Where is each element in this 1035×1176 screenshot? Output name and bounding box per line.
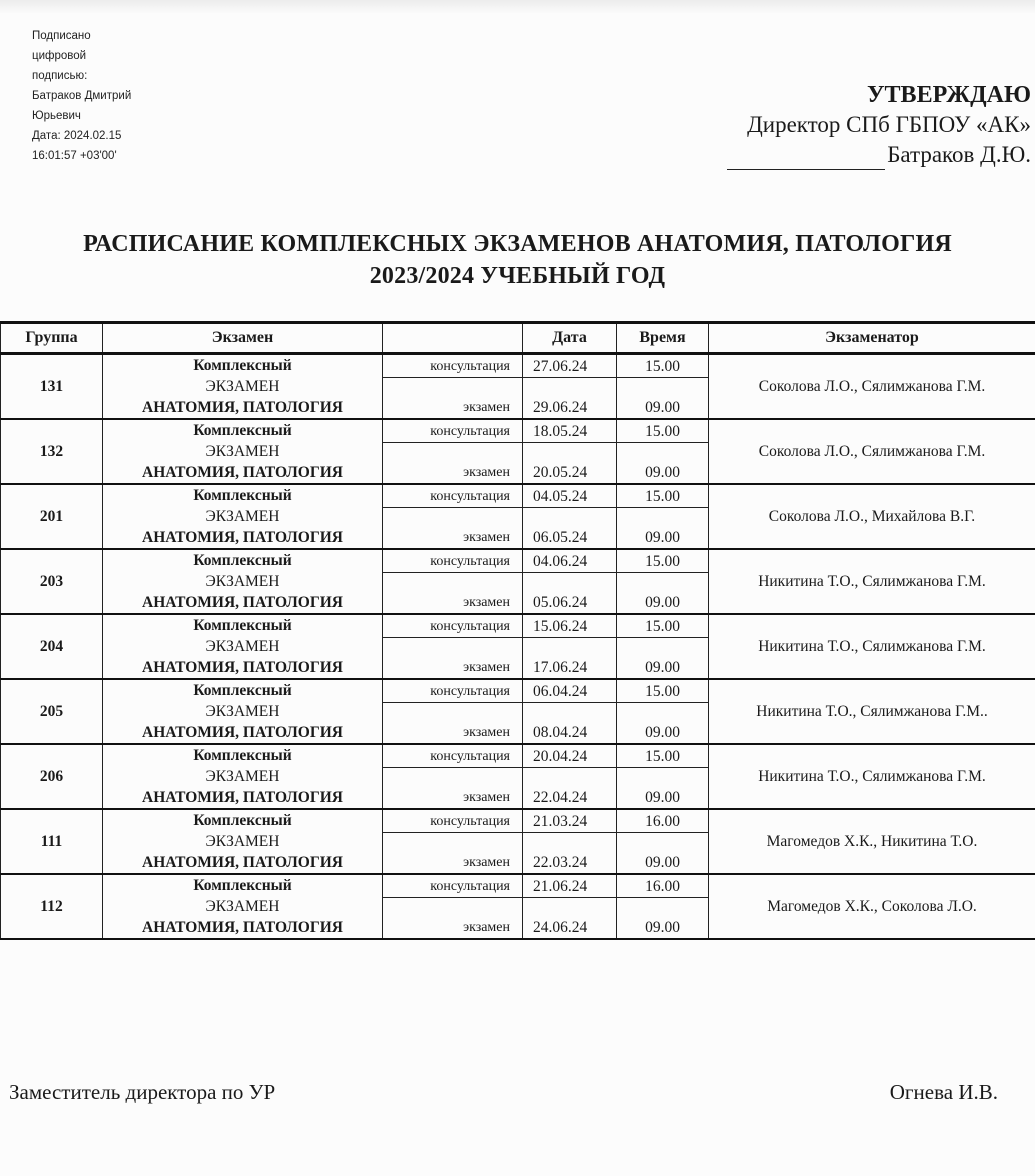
exam-type: Комплексный xyxy=(193,552,292,569)
approval-title: УТВЕРЖДАЮ xyxy=(866,82,1031,108)
exam-date: 05.06.24 xyxy=(523,573,617,615)
group-number: 203 xyxy=(1,549,103,614)
exam-word: ЭКЗАМЕН xyxy=(205,833,280,850)
examiner: Никитина Т.О., Сялимжанова Г.М. xyxy=(709,614,1035,679)
exam-date: 22.04.24 xyxy=(523,768,617,810)
exam-label: экзамен xyxy=(383,638,523,680)
exam-time: 09.00 xyxy=(617,443,709,485)
table-row xyxy=(1,744,1035,768)
consultation-label: консультация xyxy=(383,809,523,833)
signature-line: 16:01:57 +03'00' xyxy=(32,150,117,162)
group-number: 204 xyxy=(1,614,103,679)
exam-name xyxy=(103,484,383,549)
exam-type: Комплексный xyxy=(193,357,292,374)
examiner: Никитина Т.О., Сялимжанова Г.М. xyxy=(709,549,1035,614)
consultation-label: консультация xyxy=(383,549,523,573)
header-group: Группа xyxy=(1,323,103,354)
group-number: 206 xyxy=(1,744,103,809)
exam-word: ЭКЗАМЕН xyxy=(205,573,280,590)
group-number: 112 xyxy=(1,874,103,939)
header-exam: Экзамен xyxy=(103,323,383,354)
table-row xyxy=(1,354,1035,378)
table-header-row xyxy=(1,323,1035,354)
signature-line: цифровой xyxy=(32,50,87,62)
exam-subjects: АНАТОМИЯ, ПАТОЛОГИЯ xyxy=(142,529,343,546)
exam-date: 29.06.24 xyxy=(523,378,617,420)
consultation-label: консультация xyxy=(383,744,523,768)
group-number: 111 xyxy=(1,809,103,874)
exam-time: 09.00 xyxy=(617,768,709,810)
header-examiner: Экзаменатор xyxy=(709,323,1035,354)
consultation-label: консультация xyxy=(383,679,523,703)
exam-name xyxy=(103,809,383,874)
examiner: Соколова Л.О., Михайлова В.Г. xyxy=(709,484,1035,549)
signature-line: Дата: 2024.02.15 xyxy=(32,130,122,142)
exam-name xyxy=(103,679,383,744)
consultation-date: 04.06.24 xyxy=(523,549,617,573)
consultation-date: 27.06.24 xyxy=(523,354,617,378)
exam-word: ЭКЗАМЕН xyxy=(205,638,280,655)
exam-type: Комплексный xyxy=(193,487,292,504)
consultation-time: 16.00 xyxy=(617,874,709,898)
consultation-label: консультация xyxy=(383,614,523,638)
exam-date: 22.03.24 xyxy=(523,833,617,875)
consultation-date: 21.03.24 xyxy=(523,809,617,833)
consultation-time: 15.00 xyxy=(617,419,709,443)
exam-label: экзамен xyxy=(383,768,523,810)
table-row xyxy=(1,484,1035,508)
group-number: 132 xyxy=(1,419,103,484)
approval-name: Батраков Д.Ю. xyxy=(887,142,1031,167)
consultation-date: 20.04.24 xyxy=(523,744,617,768)
examiner: Соколова Л.О., Сялимжанова Г.М. xyxy=(709,419,1035,484)
consultation-date: 04.05.24 xyxy=(523,484,617,508)
approval-signature-line xyxy=(727,140,1031,170)
exam-word: ЭКЗАМЕН xyxy=(205,508,280,525)
consultation-time: 16.00 xyxy=(617,809,709,833)
examiner: Соколова Л.О., Сялимжанова Г.М. xyxy=(709,354,1035,420)
digital-signature-block xyxy=(32,26,131,166)
exam-subjects: АНАТОМИЯ, ПАТОЛОГИЯ xyxy=(142,724,343,741)
exam-schedule-table xyxy=(0,321,1035,940)
consultation-time: 15.00 xyxy=(617,614,709,638)
exam-time: 09.00 xyxy=(617,898,709,940)
consultation-label: консультация xyxy=(383,354,523,378)
exam-time: 09.00 xyxy=(617,703,709,745)
exam-subjects: АНАТОМИЯ, ПАТОЛОГИЯ xyxy=(142,399,343,416)
signature-underline xyxy=(727,147,885,170)
exam-type: Комплексный xyxy=(193,617,292,634)
exam-word: ЭКЗАМЕН xyxy=(205,703,280,720)
signature-line: Подписано xyxy=(32,30,91,42)
header-kind xyxy=(383,323,523,354)
exam-type: Комплексный xyxy=(193,422,292,439)
deputy-director-name: Огнева И.В. xyxy=(889,1080,998,1104)
consultation-label: консультация xyxy=(383,874,523,898)
table-row xyxy=(1,614,1035,638)
signature-line: Юрьевич xyxy=(32,110,81,122)
approval-block xyxy=(727,80,1031,170)
exam-label: экзамен xyxy=(383,833,523,875)
exam-name xyxy=(103,419,383,484)
examiner: Никитина Т.О., Сялимжанова Г.М.. xyxy=(709,679,1035,744)
exam-word: ЭКЗАМЕН xyxy=(205,768,280,785)
header-time: Время xyxy=(617,323,709,354)
exam-label: экзамен xyxy=(383,508,523,550)
table-row xyxy=(1,679,1035,703)
exam-word: ЭКЗАМЕН xyxy=(205,898,280,915)
exam-type: Комплексный xyxy=(193,812,292,829)
exam-date: 08.04.24 xyxy=(523,703,617,745)
exam-name xyxy=(103,549,383,614)
exam-subjects: АНАТОМИЯ, ПАТОЛОГИЯ xyxy=(142,594,343,611)
exam-type: Комплексный xyxy=(193,747,292,764)
exam-date: 06.05.24 xyxy=(523,508,617,550)
approval-position: Директор СПб ГБПОУ «АК» xyxy=(747,112,1031,137)
consultation-date: 21.06.24 xyxy=(523,874,617,898)
exam-word: ЭКЗАМЕН xyxy=(205,443,280,460)
exam-name xyxy=(103,744,383,809)
consultation-time: 15.00 xyxy=(617,679,709,703)
table-body xyxy=(1,354,1035,940)
exam-type: Комплексный xyxy=(193,682,292,699)
exam-label: экзамен xyxy=(383,703,523,745)
consultation-label: консультация xyxy=(383,419,523,443)
exam-date: 24.06.24 xyxy=(523,898,617,940)
consultation-time: 15.00 xyxy=(617,549,709,573)
group-number: 201 xyxy=(1,484,103,549)
table-row xyxy=(1,549,1035,573)
exam-time: 09.00 xyxy=(617,508,709,550)
exam-name xyxy=(103,614,383,679)
table-row xyxy=(1,809,1035,833)
consultation-date: 15.06.24 xyxy=(523,614,617,638)
title-line-1: РАСПИСАНИЕ КОМПЛЕКСНЫХ ЭКЗАМЕНОВ АНАТОМИЯ, ПАТОЛОГИЯ xyxy=(83,231,952,257)
exam-word: ЭКЗАМЕН xyxy=(205,378,280,395)
exam-date: 20.05.24 xyxy=(523,443,617,485)
group-number: 131 xyxy=(1,354,103,420)
page-top-shadow xyxy=(0,0,1035,14)
consultation-label: консультация xyxy=(383,484,523,508)
exam-time: 09.00 xyxy=(617,638,709,680)
exam-time: 09.00 xyxy=(617,378,709,420)
exam-subjects: АНАТОМИЯ, ПАТОЛОГИЯ xyxy=(142,464,343,481)
consultation-date: 18.05.24 xyxy=(523,419,617,443)
exam-subjects: АНАТОМИЯ, ПАТОЛОГИЯ xyxy=(142,919,343,936)
exam-label: экзамен xyxy=(383,573,523,615)
table-row xyxy=(1,874,1035,898)
document-title xyxy=(0,228,1035,292)
exam-time: 09.00 xyxy=(617,573,709,615)
examiner: Магомедов Х.К., Соколова Л.О. xyxy=(709,874,1035,939)
exam-subjects: АНАТОМИЯ, ПАТОЛОГИЯ xyxy=(142,789,343,806)
exam-label: экзамен xyxy=(383,898,523,940)
consultation-date: 06.04.24 xyxy=(523,679,617,703)
examiner: Магомедов Х.К., Никитина Т.О. xyxy=(709,809,1035,874)
consultation-time: 15.00 xyxy=(617,484,709,508)
group-number: 205 xyxy=(1,679,103,744)
consultation-time: 15.00 xyxy=(617,354,709,378)
exam-type: Комплексный xyxy=(193,877,292,894)
exam-name xyxy=(103,874,383,939)
deputy-director-label: Заместитель директора по УР xyxy=(9,1080,276,1104)
examiner: Никитина Т.О., Сялимжанова Г.М. xyxy=(709,744,1035,809)
exam-name xyxy=(103,354,383,420)
table-row xyxy=(1,419,1035,443)
exam-label: экзамен xyxy=(383,443,523,485)
header-date: Дата xyxy=(523,323,617,354)
consultation-time: 15.00 xyxy=(617,744,709,768)
exam-date: 17.06.24 xyxy=(523,638,617,680)
signature-line: подписью: xyxy=(32,70,88,82)
signature-line: Батраков Дмитрий xyxy=(32,90,132,102)
title-line-2: 2023/2024 УЧЕБНЫЙ ГОД xyxy=(369,263,666,289)
exam-subjects: АНАТОМИЯ, ПАТОЛОГИЯ xyxy=(142,854,343,871)
exam-subjects: АНАТОМИЯ, ПАТОЛОГИЯ xyxy=(142,659,343,676)
exam-label: экзамен xyxy=(383,378,523,420)
exam-time: 09.00 xyxy=(617,833,709,875)
